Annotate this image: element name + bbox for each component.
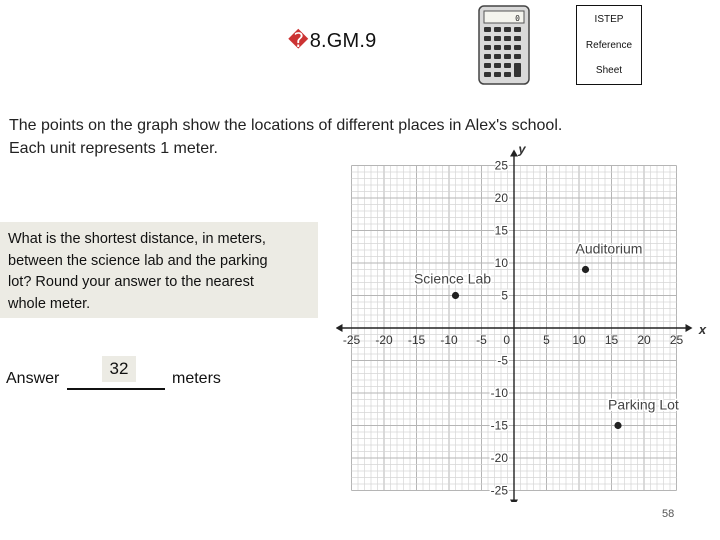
question-line-2: between the science lab and the parking xyxy=(8,252,268,269)
x-tick-label: -5 xyxy=(476,333,487,347)
y-axis-arrow-bottom xyxy=(510,500,518,503)
axes xyxy=(336,150,693,503)
tick-labels xyxy=(343,142,707,498)
svg-text:0: 0 xyxy=(515,14,520,23)
x-tick-label: 15 xyxy=(604,333,619,347)
point-marker xyxy=(452,292,459,299)
point-label: Parking Lot xyxy=(608,396,679,413)
page-number: 58 xyxy=(662,508,675,520)
x-tick-label: 25 xyxy=(669,333,684,347)
y-axis-label: y xyxy=(518,141,526,157)
y-tick-label: -25 xyxy=(490,483,508,498)
x-tick-label: -20 xyxy=(375,333,393,347)
y-tick-label: -10 xyxy=(490,386,508,400)
coordinate-graph xyxy=(336,138,720,502)
question-line-1: What is the shortest distance, in meters, xyxy=(8,231,266,247)
standard-code xyxy=(288,28,377,53)
point-marker xyxy=(582,266,589,273)
standard-code-text: 8.GM.9 xyxy=(309,30,377,52)
point-marker xyxy=(614,422,621,429)
answer-label: Answer xyxy=(6,370,60,387)
x-tick-label: 10 xyxy=(572,333,586,347)
reference-line-3: Sheet xyxy=(595,65,623,76)
x-tick-label: 5 xyxy=(543,333,550,347)
y-axis-arrow-top xyxy=(510,150,518,157)
question-box xyxy=(0,222,318,318)
x-tick-label: -10 xyxy=(440,333,458,347)
unknown-glyph: � xyxy=(288,28,309,52)
y-tick-label: 15 xyxy=(494,223,508,238)
y-tick-label: -5 xyxy=(497,353,508,368)
y-tick-label: -20 xyxy=(490,451,508,465)
reference-line-1: ISTEP xyxy=(594,14,624,25)
answer-blank-line xyxy=(67,388,165,390)
x-axis-label: x xyxy=(698,322,707,337)
point-label: Auditorium xyxy=(575,240,643,257)
reference-line-2: Reference xyxy=(585,40,633,51)
y-tick-label: 25 xyxy=(494,158,508,173)
x-tick-label: 20 xyxy=(637,333,651,347)
x-tick-label: -15 xyxy=(407,333,426,347)
reference-sheet-button[interactable] xyxy=(576,5,642,85)
y-tick-label: -15 xyxy=(490,418,508,433)
question-line-4: whole meter. xyxy=(8,295,91,312)
x-tick-label: -25 xyxy=(342,333,361,347)
x-axis-arrow-left xyxy=(336,324,343,332)
point-label: Science Lab xyxy=(413,270,492,287)
answer-input[interactable]: 32 xyxy=(102,356,136,382)
answer-row xyxy=(6,370,221,388)
intro-line-2: Each unit represents 1 meter. xyxy=(9,140,218,157)
question-line-3: lot? Round your answer to the nearest xyxy=(8,274,254,290)
y-tick-label: 5 xyxy=(501,288,508,303)
intro-line-1: The points on the graph show the locations of different places in Alex's school. xyxy=(9,117,563,134)
y-tick-label: 10 xyxy=(494,256,508,270)
answer-unit: meters xyxy=(172,370,221,387)
x-axis-arrow-right xyxy=(686,324,693,332)
origin-label: 0 xyxy=(503,333,510,347)
y-tick-label: 20 xyxy=(494,191,508,205)
calculator-icon[interactable] xyxy=(478,5,530,85)
